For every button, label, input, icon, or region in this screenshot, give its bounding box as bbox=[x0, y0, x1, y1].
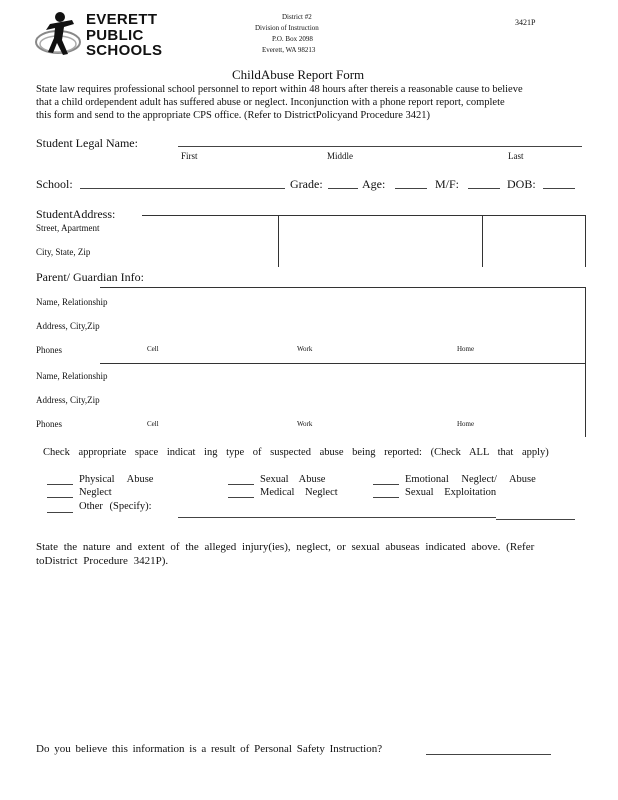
address-division: Division of Instruction bbox=[255, 24, 319, 32]
form-title: ChildAbuse Report Form bbox=[232, 67, 365, 82]
school-field[interactable] bbox=[80, 188, 285, 189]
first-name-caption: First bbox=[181, 151, 198, 161]
other-specify-field-end[interactable] bbox=[496, 519, 575, 520]
other-checkbox[interactable] bbox=[47, 512, 73, 513]
sexual-exploitation-label: Sexual Exploitation bbox=[405, 487, 497, 498]
last-name-caption: Last bbox=[508, 151, 524, 161]
emotional-neglect-label: Emotional Neglect/ Abuse bbox=[405, 474, 536, 485]
nature-description-area[interactable] bbox=[36, 575, 582, 725]
guardian-grid-top bbox=[100, 287, 586, 288]
personal-safety-answer-field[interactable] bbox=[426, 754, 551, 755]
grade-field[interactable] bbox=[328, 188, 358, 189]
logo-figure-icon bbox=[32, 8, 90, 60]
guardian1-work-label: Work bbox=[297, 345, 313, 353]
abuse-instruction: Check appropriate space indicat ing type of suspected abuse being reported: (Check ALL that apply) bbox=[43, 447, 549, 458]
student-address-label: StudentAddress: bbox=[36, 207, 116, 221]
middle-name-caption: Middle bbox=[327, 151, 353, 161]
age-label: Age: bbox=[362, 177, 386, 191]
age-field[interactable] bbox=[395, 188, 427, 189]
sexual-abuse-checkbox[interactable] bbox=[228, 484, 254, 485]
gender-field[interactable] bbox=[468, 188, 500, 189]
dob-label: DOB: bbox=[507, 177, 536, 191]
address-po-box: P.O. Box 2098 bbox=[272, 35, 313, 43]
guardian2-cell-label: Cell bbox=[147, 420, 159, 428]
neglect-checkbox[interactable] bbox=[47, 497, 73, 498]
address-district: District #2 bbox=[282, 13, 312, 21]
guardian-info-label: Parent/ Guardian Info: bbox=[36, 270, 144, 284]
address-city: Everett, WA 98213 bbox=[262, 46, 316, 54]
gender-label: M/F: bbox=[435, 177, 460, 191]
city-state-zip-field[interactable] bbox=[142, 241, 278, 265]
address-grid-divider-2 bbox=[482, 215, 483, 267]
street-field[interactable] bbox=[142, 217, 278, 239]
emotional-neglect-checkbox[interactable] bbox=[373, 484, 399, 485]
intro-line-3: this form and send to the appropriate CPS office. (Refer to DistrictPolicyand Procedure 3421) bbox=[36, 110, 431, 121]
student-last-name-field[interactable] bbox=[471, 146, 582, 147]
guardian1-phones-label: Phones bbox=[36, 345, 63, 355]
other-label: Other (Specify): bbox=[79, 501, 152, 512]
logo-line-schools: SCHOOLS bbox=[86, 42, 163, 59]
physical-abuse-checkbox[interactable] bbox=[47, 484, 73, 485]
medical-neglect-checkbox[interactable] bbox=[228, 497, 254, 498]
city-state-zip-label: City, State, Zip bbox=[36, 247, 91, 257]
address-grid-right bbox=[585, 215, 586, 267]
intro-line-2: that a child ordependent adult has suffered abuse or neglect. Inconjunction with a phone report report, complete bbox=[36, 97, 505, 108]
form-code: 3421P bbox=[515, 18, 536, 27]
address-grid-divider-1 bbox=[278, 215, 279, 267]
personal-safety-question: Do you believe this information is a result of Personal Safety Instruction? bbox=[36, 743, 383, 755]
sexual-abuse-label: Sexual Abuse bbox=[260, 474, 326, 485]
guardian1-name-label: Name, Relationship bbox=[36, 297, 108, 307]
guardian2-name-label: Name, Relationship bbox=[36, 371, 108, 381]
other-specify-field[interactable] bbox=[178, 517, 496, 518]
guardian-grid-right bbox=[585, 287, 586, 437]
dob-field[interactable] bbox=[543, 188, 575, 189]
guardian2-work-label: Work bbox=[297, 420, 313, 428]
logo-line-everett: EVERETT bbox=[86, 11, 158, 28]
student-legal-name-label: Student Legal Name: bbox=[36, 136, 138, 150]
guardian2-address-label: Address, City,Zip bbox=[36, 395, 100, 405]
guardian1-home-label: Home bbox=[457, 345, 475, 353]
street-label: Street, Apartment bbox=[36, 223, 100, 233]
neglect-label: Neglect bbox=[79, 487, 112, 498]
intro-line-1: State law requires professional school personnel to report within 48 hours after thereis a reasonable cause to believe bbox=[36, 84, 523, 95]
guardian1-cell-label: Cell bbox=[147, 345, 159, 353]
medical-neglect-label: Medical Neglect bbox=[260, 487, 338, 498]
nature-line-2: toDistrict Procedure 3421P). bbox=[36, 555, 169, 567]
guardian2-phones-label: Phones bbox=[36, 419, 63, 429]
nature-line-1: State the nature and extent of the alleged injury(ies), neglect, or sexual abuseas indicated above. (Refer bbox=[36, 541, 535, 553]
guardian1-address-label: Address, City,Zip bbox=[36, 321, 100, 331]
grade-label: Grade: bbox=[290, 177, 323, 191]
guardian-grid-divider bbox=[100, 363, 586, 364]
sexual-exploitation-checkbox[interactable] bbox=[373, 497, 399, 498]
logo-line-public: PUBLIC bbox=[86, 27, 144, 44]
school-label: School: bbox=[36, 177, 73, 191]
student-legal-name-field[interactable] bbox=[178, 146, 471, 147]
physical-abuse-label: Physical Abuse bbox=[79, 474, 154, 485]
address-grid-top bbox=[142, 215, 585, 216]
guardian2-home-label: Home bbox=[457, 420, 475, 428]
